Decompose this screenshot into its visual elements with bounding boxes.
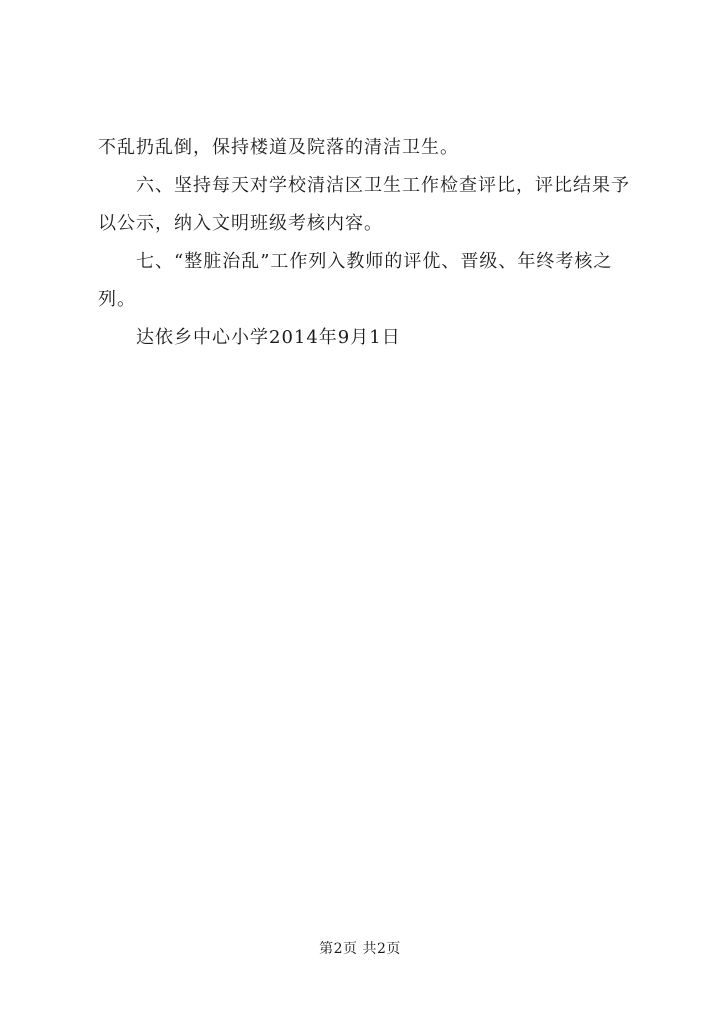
paragraph-item-six: 六、坚持每天对学校清洁区卫生工作检查评比，评比结果予以公示，纳入文明班级考核内容。: [98, 175, 630, 234]
paragraph-item-seven: 七、“整脏治乱”工作列入教师的评优、晋级、年终考核之列。: [98, 251, 613, 310]
page-number-footer: 第2页 共2页: [319, 941, 401, 957]
signature-date-line: 达依乡中心小学2014年9月1日: [136, 327, 401, 348]
document-body: [98, 129, 638, 357]
paragraph-continuation: 不乱扔乱倒，保持楼道及院落的清洁卫生。: [98, 137, 459, 158]
